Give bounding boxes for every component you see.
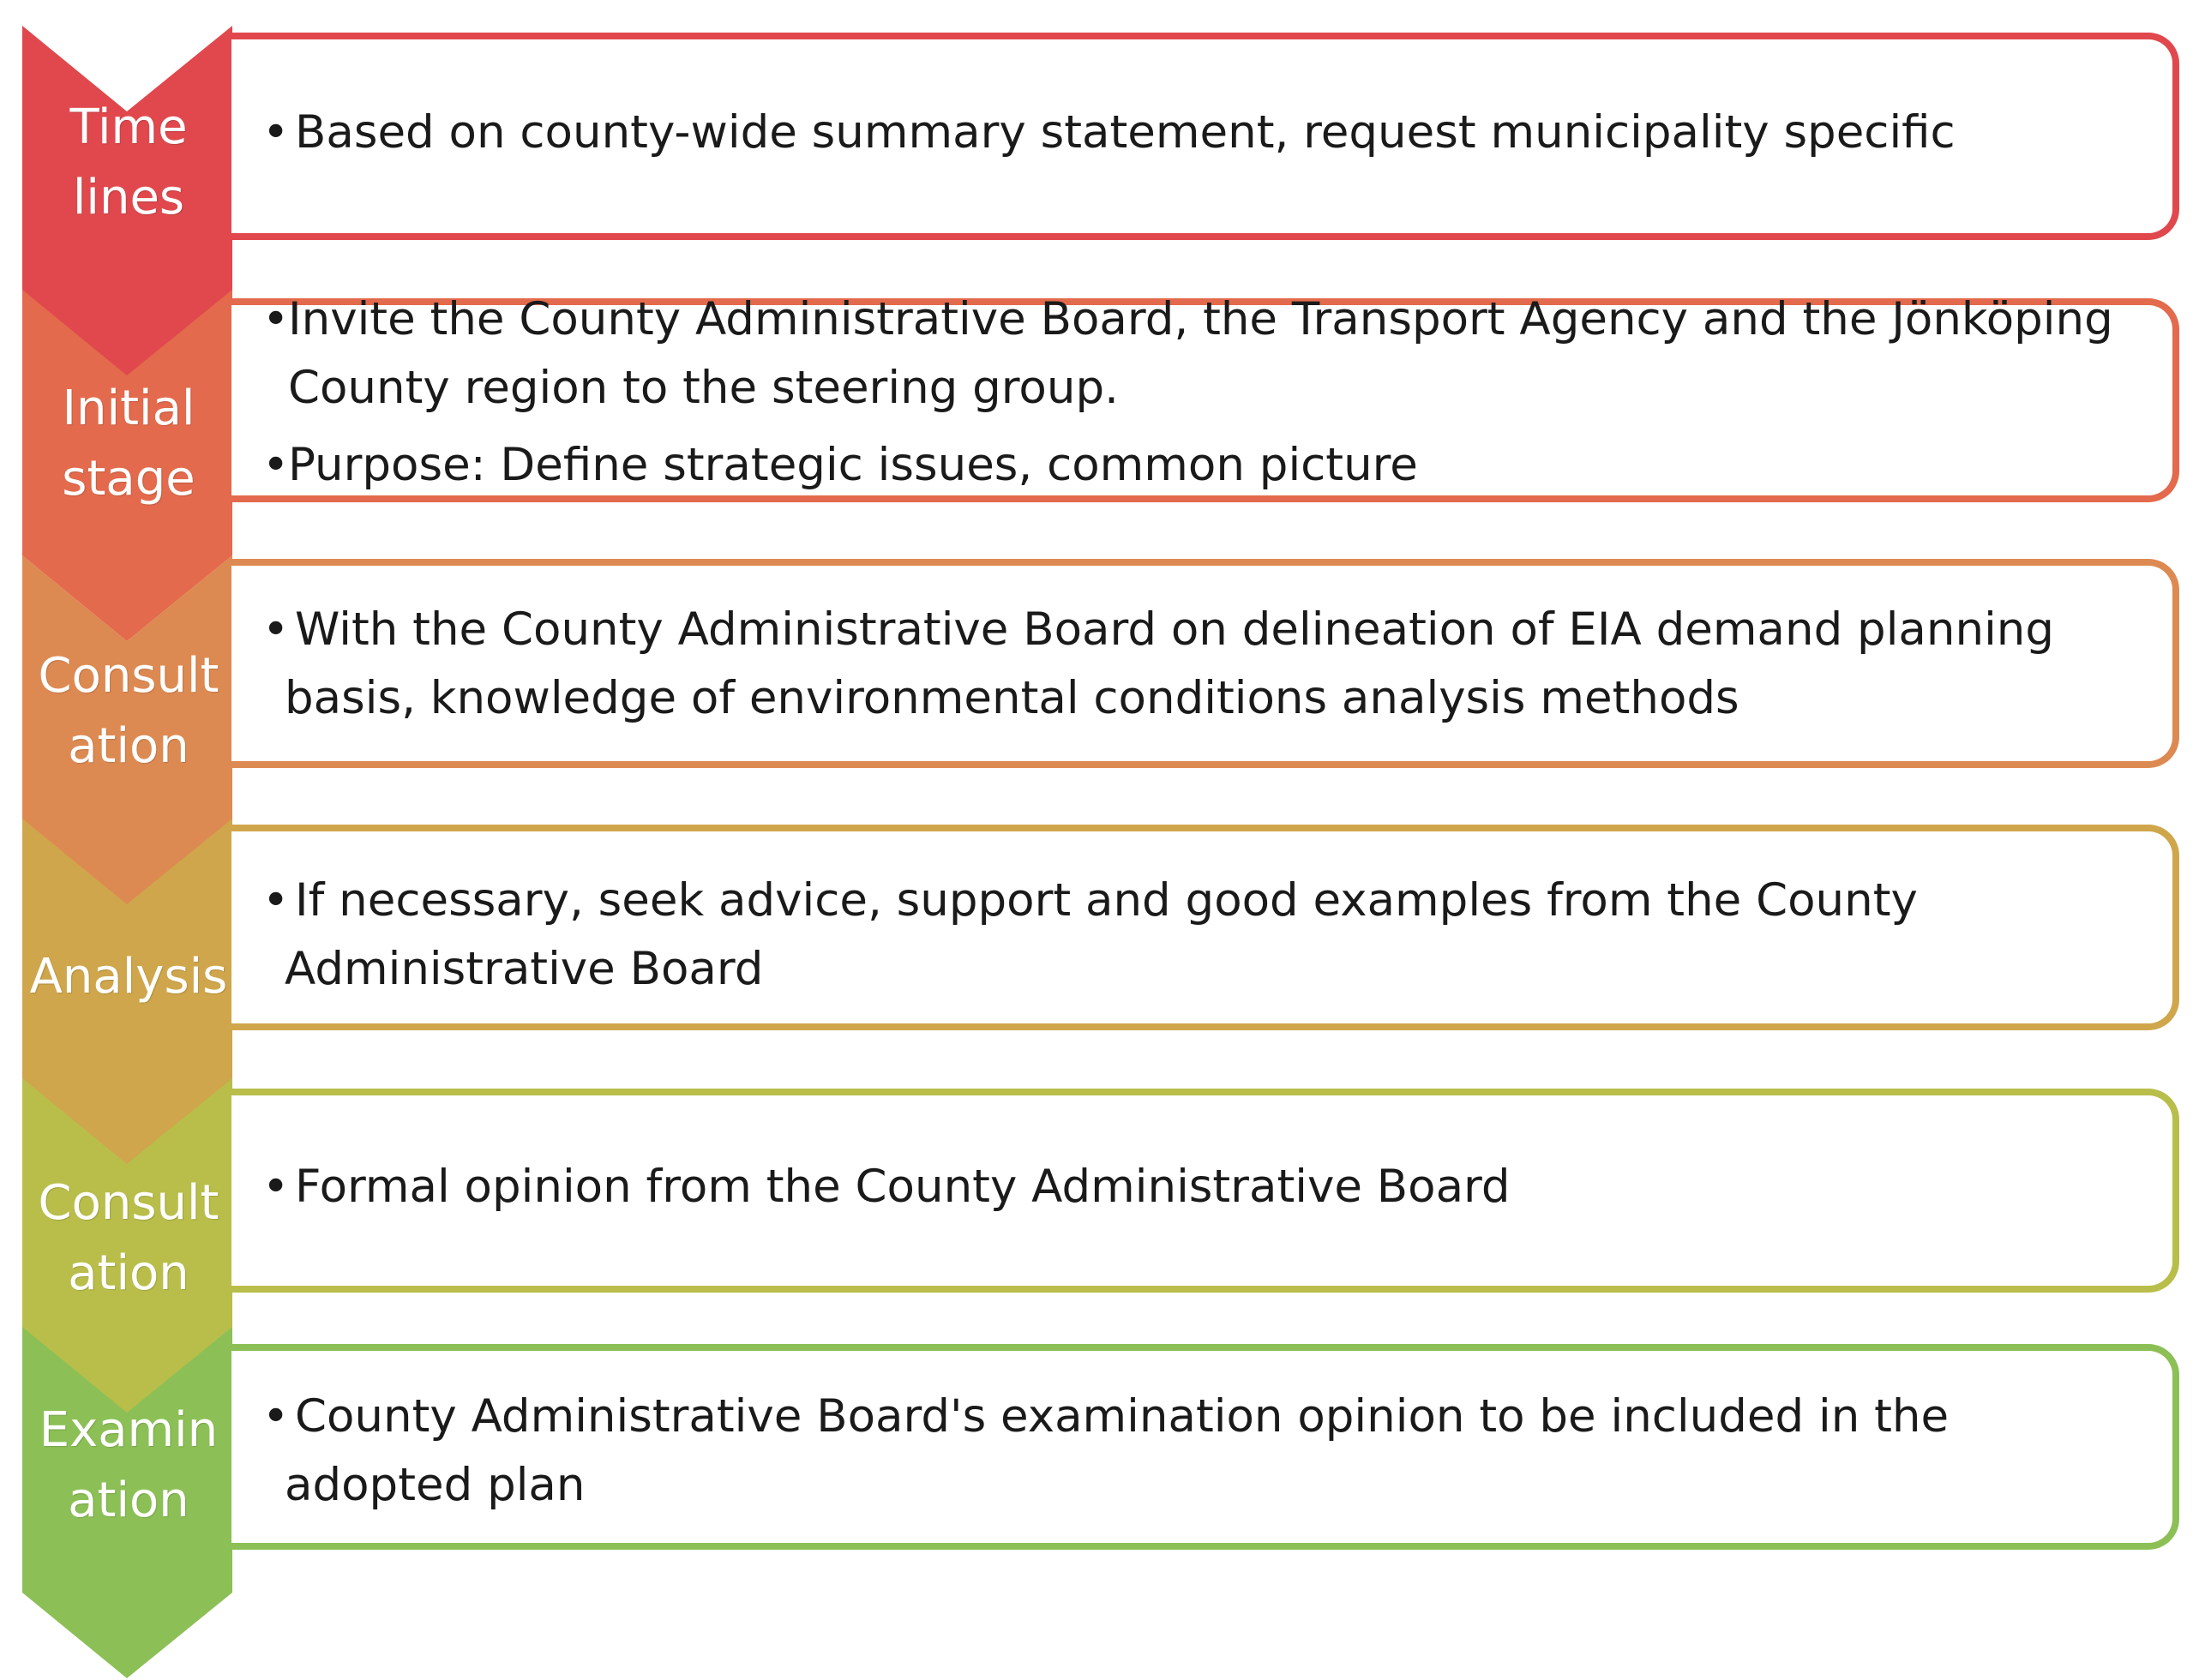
step-6-label: Examin ation — [39, 1402, 219, 1528]
step-6-box — [231, 1344, 2179, 1550]
step-5-label: Consult ation — [38, 1175, 219, 1301]
step-5-bullet-1: • Formal opinion from the County Administrative Board — [262, 1161, 1511, 1213]
step-3-bullet-1: • With the County Administrative Board on delineation of EIA demand planning — [262, 603, 2055, 656]
step-2-bullet-1: •Invite the County Administrative Board, the Transport Agency and the Jönköping — [262, 293, 2113, 345]
step-1-box — [231, 33, 2179, 240]
step-3-bullet-1-cont: basis, knowledge of environmental conditions analysis methods — [285, 672, 1739, 724]
step-2-bullet-2: •Purpose: Define strategic issues, common picture — [262, 439, 1418, 491]
step-2-label: Initial stage — [62, 381, 195, 507]
step-4-bullet-1-cont: Administrative Board — [285, 943, 764, 995]
step-4-bullet-1: • If necessary, seek advice, support and good examples from the County — [262, 874, 1918, 927]
step-5-box — [231, 1089, 2179, 1293]
step-6-bullet-1-cont: adopted plan — [285, 1459, 586, 1511]
step-4-box — [231, 825, 2179, 1030]
step-3-box — [231, 559, 2179, 768]
step-1-bullet-1: • Based on county-wide summary statement, request municipality specific — [262, 106, 1956, 159]
step-2-bullet-1-cont: County region to the steering group. — [288, 362, 1119, 414]
step-1-label: Time lines — [69, 99, 188, 225]
step-4-label: Analysis — [29, 949, 228, 1005]
step-3-label: Consult ation — [38, 648, 219, 774]
step-6-bullet-1: • County Administrative Board's examination opinion to be included in the — [262, 1390, 1950, 1443]
